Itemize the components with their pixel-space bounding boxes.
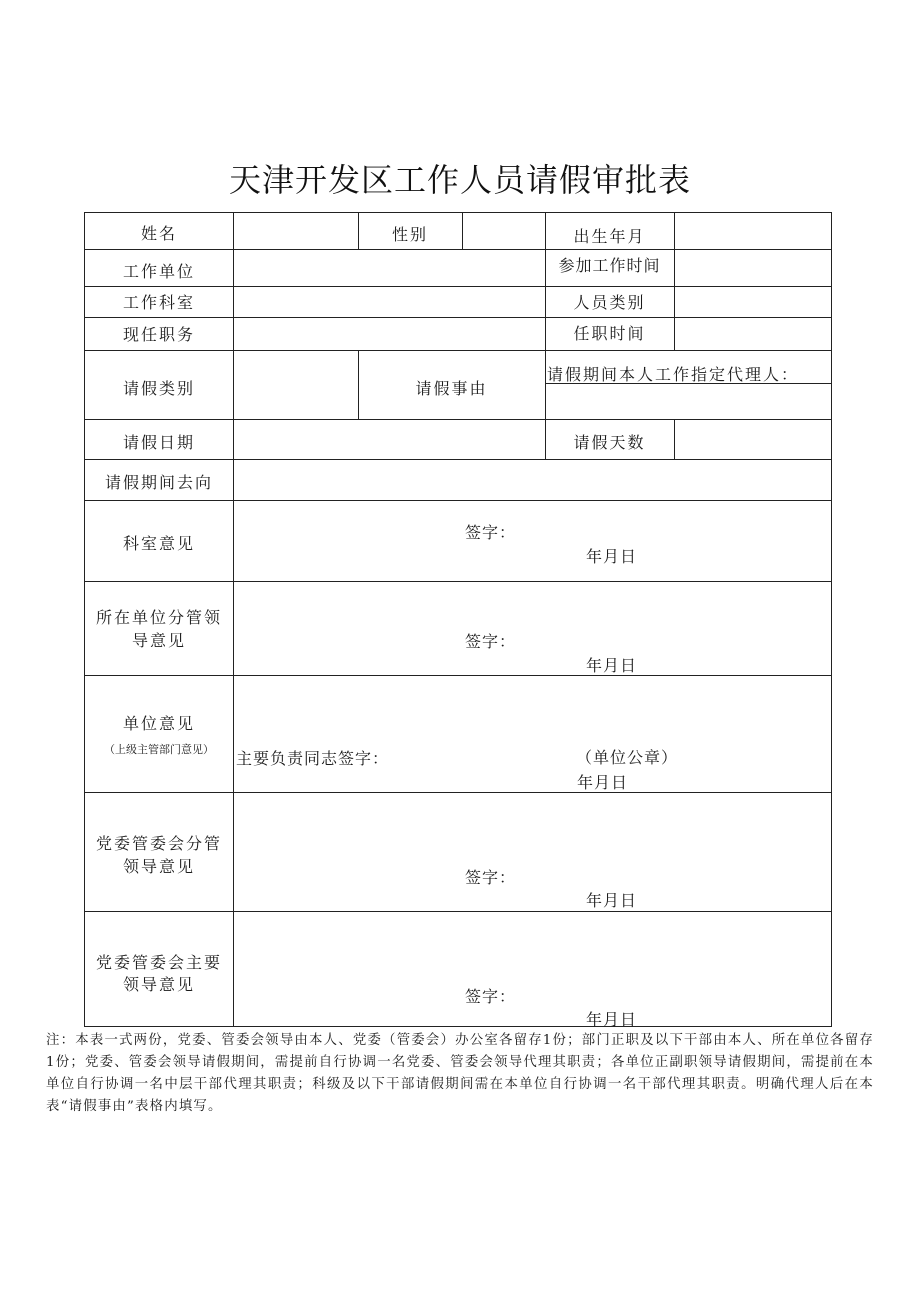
current-post-label: 现任职务 [122,325,195,344]
name-label: 姓名 [140,224,177,243]
leave-type-label: 请假类别 [122,379,195,398]
leave-type-input[interactable] [234,351,357,418]
unit-leader-sign-label: 签字： [465,632,517,651]
section-opinion-label: 科室意见 [122,534,195,553]
committee-leader-opinion-label-line2: 领导意见 [122,857,195,876]
unit-date-label: 年月日 [577,773,629,792]
destination-input[interactable] [234,460,830,499]
gender-label: 性别 [391,225,428,244]
committee-main-opinion-area[interactable] [234,912,830,1025]
leave-days-label: 请假天数 [573,433,646,452]
proxy-input[interactable] [546,384,830,418]
birth-label: 出生年月 [573,227,646,246]
committee-main-opinion-label-line2: 领导意见 [122,975,195,994]
leave-date-input[interactable] [234,420,544,458]
committee-main-opinion-label-line1: 党委管委会主要 [95,953,222,972]
unit-opinion-sublabel: （上级主管部门意见） [104,743,214,756]
join-work-time-label: 参加工作时间 [558,256,661,275]
work-unit-input[interactable] [234,250,544,285]
appointment-time-input[interactable] [675,318,830,349]
proxy-label: 请假期间本人工作指定代理人： [547,365,800,384]
destination-label: 请假期间去向 [104,473,213,492]
work-section-input[interactable] [234,287,544,316]
work-unit-label: 工作单位 [122,262,195,281]
section-date-label: 年月日 [586,547,638,566]
unit-leader-opinion-label-line2: 导意见 [131,631,186,650]
birth-input[interactable] [675,214,830,248]
staff-category-input[interactable] [675,287,830,316]
unit-seal-label: （单位公章） [576,748,679,767]
unit-sign-label: 主要负责同志签字： [236,749,390,768]
unit-leader-date-label: 年月日 [586,656,638,675]
appointment-time-label: 任职时间 [573,324,646,343]
staff-category-label: 人员类别 [573,293,646,312]
committee-leader-date-label: 年月日 [586,891,638,910]
unit-leader-opinion-area[interactable] [234,582,830,674]
join-work-time-input[interactable] [675,250,830,285]
unit-leader-opinion-label-line1: 所在单位分管领 [95,608,222,627]
committee-leader-opinion-area[interactable] [234,793,830,910]
section-sign-label: 签字： [465,523,517,542]
unit-opinion-label: 单位意见 [122,714,195,733]
leave-date-label: 请假日期 [122,433,195,452]
leave-approval-form [84,212,832,1027]
work-section-label: 工作科室 [122,293,195,312]
gender-input[interactable] [463,214,544,248]
committee-main-sign-label: 签字： [465,987,517,1006]
footnote: 注：本表一式两份，党委、管委会领导由本人、党委（管委会）办公室各留存1份；部门正职及以下干部由本人、所在单位各留存1份；党委、管委会领导请假期间，需提前自行协调一名党委、管委会领导代理其职责；各单位正副职领导请假期间，需提前在本单位自行协调一名中层干部代理其职责；科级及以下干部请假期间需在本单位自行协调一名干部代理其职责。明确代理人后在本表“请假事由”表格内填写。 [46,1033,874,1114]
section-opinion-area[interactable] [234,501,830,580]
leave-days-input[interactable] [675,420,830,458]
form-title: 天津开发区工作人员请假审批表 [228,161,691,199]
committee-leader-opinion-label-line1: 党委管委会分管 [95,834,222,853]
name-input[interactable] [234,214,357,248]
leave-reason-label: 请假事由 [415,379,488,398]
committee-main-date-label: 年月日 [586,1010,638,1029]
committee-leader-sign-label: 签字： [465,868,517,887]
current-post-input[interactable] [234,318,544,349]
unit-opinion-area[interactable] [234,676,830,791]
